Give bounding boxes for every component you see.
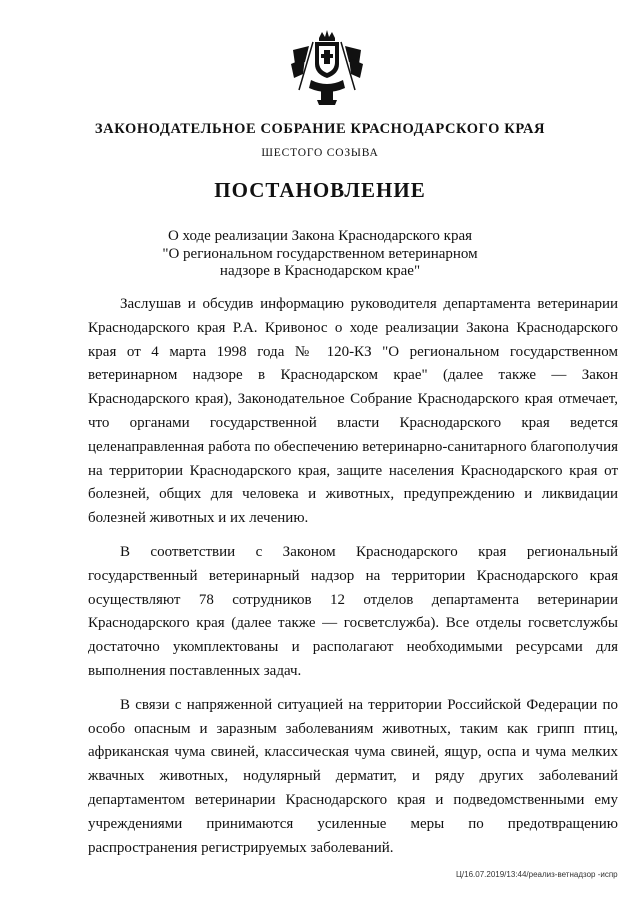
subject-line: О ходе реализации Закона Краснодарского края bbox=[167, 228, 473, 244]
document-body bbox=[88, 293, 618, 870]
document-type-heading: ПОСТАНОВЛЕНИЕ bbox=[214, 178, 426, 202]
subject-line: надзоре в Краснодарском крае" bbox=[219, 263, 421, 279]
organization-title: ЗАКОНОДАТЕЛЬНОЕ СОБРАНИЕ КРАСНОДАРСКОГО КРАЯ bbox=[94, 121, 546, 137]
document-subject bbox=[150, 228, 490, 281]
body-paragraph: Заслушав и обсудив информацию руководителя департамента ветеринарии Краснодарского края Р.А. Кривонос о ходе реализации Закона Краснодарского края от 4 марта 1998 года № 120-КЗ "О региональном государственном ветеринарном надзоре в Краснодарском крае" (далее также — Закон Краснодарского края), Законодательное Собрание Краснодарского края отмечает, что органами государственной власти Краснодарского края ведется целенаправленная работа по обеспечению ветеринарно-санитарного благополучия на территории Краснодарского края, защите населения Краснодарского края от болезней, общих для человека и животных, предупреждению и ликвидации болезней животных и их лечению. bbox=[88, 296, 618, 527]
coat-of-arms-icon bbox=[291, 28, 363, 106]
subject-line: "О региональном государственном ветеринарном bbox=[162, 245, 478, 262]
file-stamp-footer: Ц/16.07.2019/13:44/реализ-ветнадзор -испр bbox=[456, 870, 618, 879]
convocation-subtitle: ШЕСТОГО СОЗЫВА bbox=[261, 147, 379, 159]
body-paragraph: В соответствии с Законом Краснодарского края региональный государственный ветеринарный надзор на территории Краснодарского края осуществляют 78 сотрудников 12 отделов департамента ветеринарии Краснодарского края (далее также — госветслужба). Все отделы госветслужбы достаточно укомплектованы и располагают необходимыми ресурсами для выполнения поставленных задач. bbox=[88, 543, 618, 679]
body-paragraph: В связи с напряженной ситуацией на территории Российской Федерации по особо опасным и заразным заболеваниям животных, таким как грипп птиц, африканская чума свиней, классическая чума свиней, ящур, оспа и чума мелких жвачных животных, нодулярный дерматит, и ряду других заболеваний департаментом ветеринарии Краснодарского края и подведомственными ему учреждениями принимаются усиленные меры по предотвращению распространения регистрируемых заболеваний. bbox=[88, 696, 618, 856]
